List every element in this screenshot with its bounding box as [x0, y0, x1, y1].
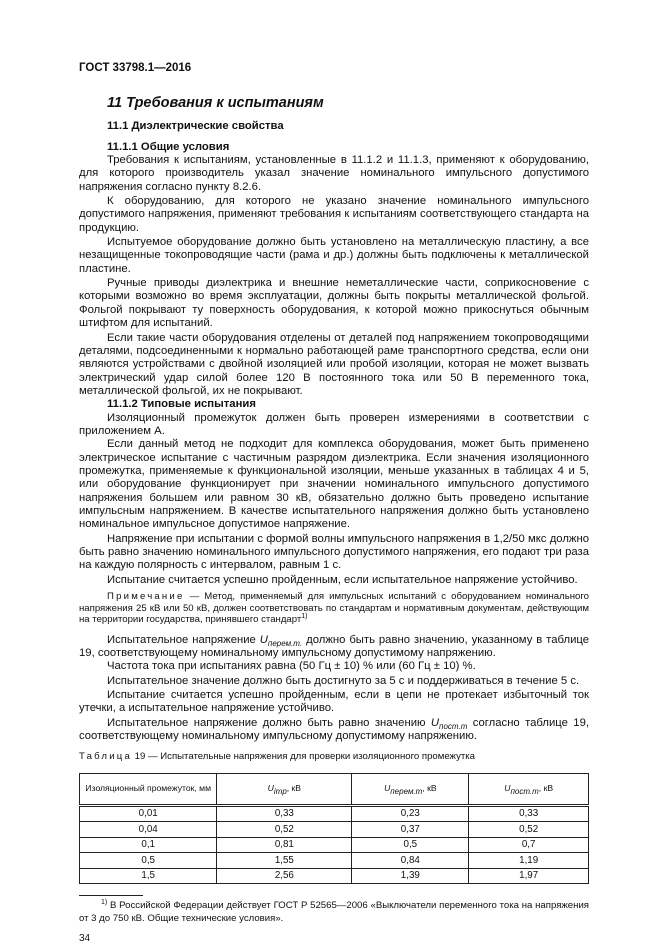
- document-header: ГОСТ 33798.1—2016: [79, 62, 192, 74]
- table-cell: 0,04: [80, 822, 217, 838]
- table-cell: 0,1: [80, 837, 217, 853]
- data-table: [79, 773, 589, 885]
- table-cell: 0,33: [217, 805, 352, 822]
- paragraph: Напряжение при испытании с формой волны импульсного напряжения в 1,2/50 мкс должно быть равно значению номинального импульсного допустимого напряжения, его подают три раза на каждую полярность с интервалом, равным 1 с.: [79, 532, 589, 572]
- table-cell: 1,19: [469, 853, 589, 869]
- table-cell: 0,52: [217, 822, 352, 838]
- note: Примечание — Метод, применяемый для импульсных испытаний с оборудованием номинального напряжения 25 кВ или 50 кВ, должен соответствовать по стандартам и нормативным документам, действующим на территории государства, принявшего стандарт$^{1)}$: [79, 591, 589, 626]
- note-label: Примечание: [107, 591, 185, 603]
- page-number: 34: [79, 933, 91, 945]
- clause-title: 11.1.2 Типовые испытания: [107, 398, 256, 411]
- table-row: [80, 868, 589, 884]
- paragraph: Ручные приводы диэлектрика и внешние неметаллические части, соприкосновение с которыми возможно во время эксплуатации, должны быть покрыты металлической фольгой. Фольгой покрывают ту поверхность оборудования, к которой можно прикоснуться обычным штифтом для испытаний.: [79, 277, 589, 330]
- footnote: $^{1)}$ В Российской Федерации действует ГОСТ Р 52565—2006 «Выключатели переменного тока на напряжения от 3 до 750 кВ. Общие технические условия».: [79, 899, 589, 925]
- section-title: 11 Требования к испытаниям: [107, 95, 324, 112]
- paragraph: Частота тока при испытаниях равна (50 Гц ± 10) % или (60 Гц ± 10) %.: [107, 660, 476, 673]
- paragraph: Испытательное напряжение должно быть равно значению $U_{пост.m}$ согласно таблице 19, соответствующему номинальному импульсному допустимому напряжению.: [79, 716, 589, 742]
- table-header-row: [80, 773, 589, 805]
- clause-title: 11.1.1 Общие условия: [107, 140, 230, 153]
- paragraph: Испытательное значение должно быть достигнуто за 5 с и поддерживаться в течение 5 с.: [107, 674, 580, 687]
- table-cell: 0,5: [352, 837, 469, 853]
- table-cell: 1,39: [352, 868, 469, 884]
- table-row: [80, 805, 589, 822]
- paragraph: Если такие части оборудования отделены от деталей под напряжением токопроводящими деталями, подсоединенными к нормально работающей раме транспортного средства, если они являются устройствами с двойной изоляцией или пробой изоляции, которая не может вызвать электрический удар силой более 120 В постоянного тока или 50 В переменного тока, металлической фольгой, их не покрывают.: [79, 331, 589, 397]
- table-cell: 0,33: [469, 805, 589, 822]
- footnote-ref: 1): [301, 613, 308, 621]
- table-cell: 2,56: [217, 868, 352, 884]
- table-cell: 0,37: [352, 822, 469, 838]
- table-cell: 0,52: [469, 822, 589, 838]
- table-cell: 0,5: [80, 853, 217, 869]
- paragraph: Испытание считается успешно пройденным, если в цепи не протекает избыточный ток утечки, а испытательное напряжение устойчиво.: [79, 688, 589, 715]
- column-header: $U_{imp}$, кВ: [217, 773, 352, 805]
- paragraph: Испытуемое оборудование должно быть установлено на металлическую пластину, а все незащищенные токопроводящие части (рама и др.) должны быть подключены к металлической пластине.: [79, 236, 589, 275]
- paragraph: Требования к испытаниям, установленные в 11.1.2 и 11.1.3, применяют к оборудованию, для которого производитель указал значение номинального импульсного допустимого напряжения согласно пункту 8.2.6.: [79, 154, 589, 193]
- paragraph: Если данный метод не подходит для комплекса оборудования, может быть применено электрическое испытание с частичным разрядом диэлектрика. Если значения изоляционного промежутка, применяемые к функциональной изоляции, меньше указанных в таблицах 4 и 5, или оборудование функционирует при значении номинального импульсного допустимого напряжения большем или равном 30 кВ, обязательно должно быть проведено испытание импульсным напряжением. В качестве испытательного напряжения должно быть установлено номинальное импульсное допустимое напряжение.: [79, 438, 589, 531]
- paragraph: Испытание считается успешно пройденным, если испытательное напряжение устойчиво.: [107, 573, 578, 586]
- table-row: [80, 837, 589, 853]
- table-cell: 1,97: [469, 868, 589, 884]
- paragraph: Изоляционный промежуток должен быть проверен измерениями в соответствии с приложением А.: [79, 411, 589, 437]
- paragraph: Испытательное напряжение $U_{перем.m.}$ должно быть равно значению, указанному в таблице 19, соответствующему номинальному импульсному допустимому напряжению.: [79, 633, 590, 659]
- table-row: [80, 822, 589, 838]
- column-header: $U_{перем.m}$, кВ: [352, 773, 469, 805]
- document-page: [79, 62, 589, 945]
- table-cell: 0,23: [352, 805, 469, 822]
- column-header: $U_{пост.m}$, кВ: [469, 773, 589, 805]
- footnote-divider: [79, 895, 143, 896]
- table-cell: 0,7: [469, 837, 589, 853]
- table-cell: 1,55: [217, 853, 352, 869]
- table-cell: 0,81: [217, 837, 352, 853]
- column-header: Изоляционный промежуток, мм: [80, 773, 217, 805]
- table-cell: 0,84: [352, 853, 469, 869]
- table-cell: 0,01: [80, 805, 217, 822]
- table-cell: 1,5: [80, 868, 217, 884]
- table-caption: Таблица 19 — Испытательные напряжения для проверки изоляционного промежутка: [79, 751, 476, 763]
- paragraph: К оборудованию, для которого не указано значение номинального импульсного допустимого напряжения, применяют требования к испытаниям соответствующего стандарта на продукцию.: [79, 195, 589, 234]
- subsection-title: 11.1 Диэлектрические свойства: [107, 120, 284, 133]
- table-row: [80, 853, 589, 869]
